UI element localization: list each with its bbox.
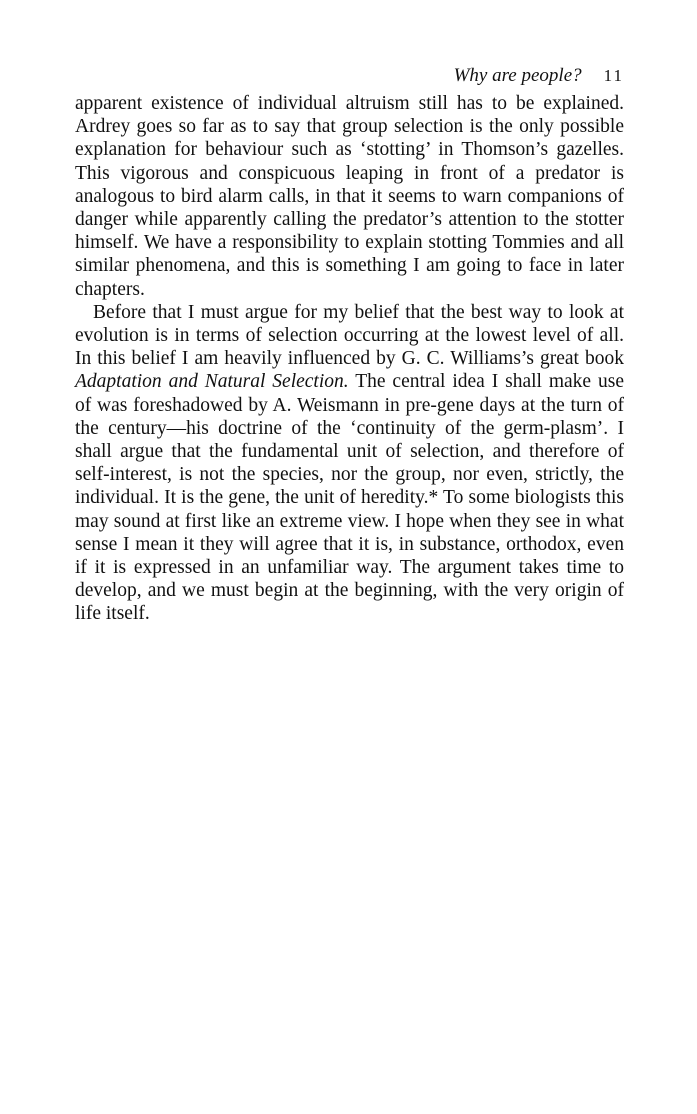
running-title: Why are people?	[453, 65, 582, 86]
paragraph-2-start: Before that I must argue for my belief that the best way to look at evolution is in terms of selection occurring at the lowest level of all. In this belief I am heavily influenced by G. C. Williams’s great book	[75, 301, 624, 370]
book-page	[75, 62, 624, 626]
book-title: Adaptation and Natural Selection.	[75, 371, 349, 393]
running-head	[75, 62, 624, 92]
page-number: 11	[603, 66, 624, 85]
paragraph-2-end: The central idea I shall make use of was foreshadowed by A. Weismann in pre-gene days at the turn of the century—his doctrine of the ‘continuity of the germ-plasm’. I shall argue that the fundamental unit of selection, and therefore of self-interest, is not the species, nor the group, nor even, strictly, the individual. It is the gene, the unit of heredity.* To some biologists this may sound at first like an extreme view. I hope when they see in what sense I mean it they will agree that it is, in substance, orthodox, even if it is expressed in an unfamiliar way. The argument takes time to develop, and we must begin at the beginning, with the very origin of life itself.	[75, 371, 624, 625]
paragraph-2	[75, 301, 624, 626]
paragraph-1: apparent existence of individual altruism still has to be explained. Ardrey goes so far as to say that group selection is the only possible explanation for behaviour such as ‘stotting’ in Thomson’s gazelles. This vigorous and conspicuous leaping in front of a predator is analogous to bird alarm calls, in that it seems to warn companions of danger while apparently calling the predator’s attention to the stotter himself. We have a responsibility to explain stotting Tommies and all similar phenomena, and this is something I am going to face in later chapters.	[75, 93, 624, 300]
